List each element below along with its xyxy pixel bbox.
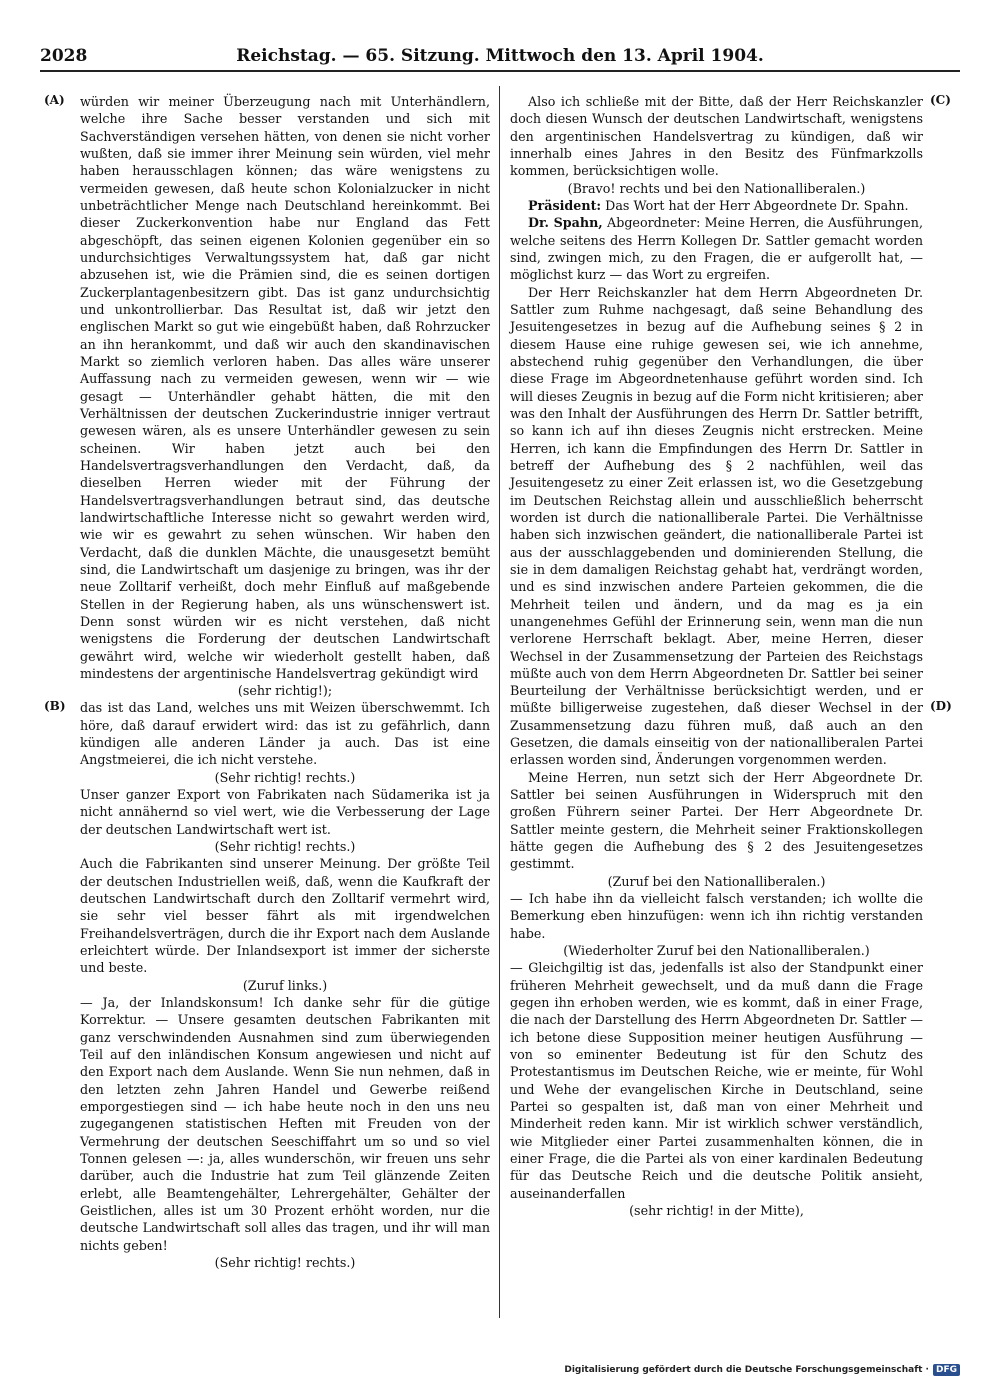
interjection: (Sehr richtig! rechts.) bbox=[214, 839, 356, 855]
paragraph: Unser ganzer Export von Fabrikaten nach Südamerika ist ja nicht annähernd so viel wert, wie die Verbesserung der Lage der deutschen Landwirtschaft wert ist. bbox=[80, 787, 490, 837]
page-number: 2028 bbox=[40, 46, 88, 66]
interjection: (Sehr richtig! rechts.) bbox=[214, 1254, 356, 1270]
paragraph: das ist das Land, welches uns mit Weizen überschwemmt. Ich höre, daß darauf erwidert wird: das ist zu gefährlich, dann kündigen alle anderen Länder ja auch. Das ist eine Angstmeierei, die ich nicht verstehe. bbox=[80, 700, 490, 768]
interjection: (sehr richtig! in der Mitte), bbox=[629, 1203, 804, 1218]
interjection: (sehr richtig!); bbox=[237, 683, 333, 699]
paragraph: — Gleichgiltig ist das, jedenfalls ist also der Standpunkt einer früheren Mehrheit gewechselt, und da muß dann die Frage gegen ihn erhoben werden, wie es kommt, daß in einer Frage, die nach der Darstellung des Herrn Abgeordneten Dr. Sattler — ich betone diese Supposition meiner heutigen Ausführung — von so eminenter Bedeutung ist für den Schutz des Protestantismus im Deutschen Reiche, wie er meinte, für Wohl und Wehe der evangelischen Kirche in Deutschland, seine Partei so gespalten ist, daß man von einer Mehrheit und Minderheit reden kann. Mir ist wirklich schwer verständlich, wie Mitglieder einer Partei zusammenhalten können, die in einer Frage, die die Partei als von einer kardinalen Bedeutung für das Deutsche Reich und die deutsche Politik ansieht, auseinanderfallen bbox=[510, 960, 923, 1201]
page-header bbox=[40, 40, 960, 72]
paragraph: Auch die Fabrikanten sind unserer Meinung. Der größte Teil der deutschen Industriellen weiß, daß, wenn die Kaufkraft der deutschen Landwirtschaft durch den Zolltarif vermehrt wird, sie sehr viel besser fährt als mit irgendwelchen Freihandelsverträgen, durch die ihr Export nach dem Auslande erleichtert würde. Der Inlandsexport ist immer der sicherste und beste. bbox=[80, 856, 490, 976]
statement-text: Das Wort hat der Herr Abgeordnete Dr. Spahn. bbox=[605, 197, 909, 213]
statement-text: Abgeordneter: Meine Herren, die Ausführungen, welche seitens des Herrn Kollegen Dr. Sattler gemacht worden sind, zwingen mich, zu den Fragen, die er aufgerollt hat, — möglichst kurz — das Wort zu ergreifen. bbox=[510, 215, 923, 283]
credit-text: Digitalisierung gefördert durch die Deutsche Forschungsgemeinschaft · bbox=[564, 1365, 929, 1375]
paragraph: — Ich habe ihn da vielleicht falsch verstanden; ich wollte die Bemerkung eben hinzufügen: wenn ich ihn richtig verstanden habe. bbox=[510, 891, 923, 941]
speaker-name: Dr. Spahn, bbox=[528, 215, 603, 231]
speech-opening bbox=[510, 214, 923, 283]
paragraph: — Ja, der Inlandskonsum! Ich danke sehr für die gütige Korrektur. — Unsere gesamten deutschen Fabrikanten mit ganz verschwindenden Ausnahmen sind zum überwiegenden Teil auf den inländischen Konsum angewiesen und nicht auf den Export nach dem Auslande. Wenn Sie nun nehmen, daß in den letzten zehn Jahren Handel und Gewerbe reißend emporgestiegen sind — ich habe heute noch in den uns neu zugegangenen statistischen Heften mit Freuden von der Vermehrung der deutschen Seeschiffahrt um so und so viel Tonnen gelesen —: ja, alles wunderschön, wir freuen uns sehr darüber, auch die Industrie hat zum Teil glänzende Zeiten erlebt, alle Beamtengehälter, Lehrergehälter, Gehälter der Geistlichen, alles ist um 30 Prozent erhöht worden, nur die deutsche Landwirtschaft soll alles das tragen, und ihr will man nichts geben! bbox=[80, 995, 490, 1253]
interjection: (Wiederholter Zuruf bei den Nationalliberalen.) bbox=[563, 943, 870, 959]
interjection: (Zuruf bei den Nationalliberalen.) bbox=[607, 873, 826, 889]
margin-mark-b: (B) bbox=[44, 699, 66, 713]
paragraph: Der Herr Reichskanzler hat dem Herrn Abgeordneten Dr. Sattler zum Ruhme nachgesagt, daß seine Behandlung des Jesuitengesetzes in bezug auf die Aufhebung seines § 2 in diesem Hause eine ruhige gewesen sei, wie ich annehme, abstechend ruhig gegenüber den Verhandlungen, die über diese Frage im Abgeordnetenhause geführt worden sind. Ich will dieses Zeugnis in bezug auf die Form nicht kritisieren; aber was den Inhalt der Ausführungen des Herrn Dr. Sattler betrifft, so kann ich auf ihn dieses Zeugnis nicht erstrecken. Meine Herren, ich kann die Empfindungen des Herrn Dr. Sattler in betreff der Aufhebung des § 2 nachfühlen, weil das Jesuitengesetz zu einer Zeit erlassen ist, wo die Gesetzgebung im Deutschen Reichstag allein und ausschließlich beherrscht worden ist durch die nationalliberale Partei. Die Verhältnisse haben sich inzwischen geändert, die nationalliberale Partei ist aus der ausschlaggebenden und dominierenden Stellung, die sie in dem damaligen Reichstag gehabt hat, verdrängt worden, und es sind inzwischen andere Parteien gekommen, die die Mehrheit teilen und ändern, und da mag es ja ein unangenehmes Gefühl der Erinnerung sein, wenn man die nun verlorene Herrschaft beklagt. Aber, meine Herren, dieser Wechsel in der Zusammensetzung der Parteien des Reichstags müßte auch von dem Herrn Abgeordneten Dr. Sattler bei seiner Beurteilung der Verhältnisse berücksichtigt werden, und er müßte billigerweise zugestehen, daß dieser Wechsel in der Zusammensetzung dazu führen muß, daß auch an den Gesetzen, die damals einseitig von der nationalliberalen Partei erlassen worden sind, Änderungen vorgenommen werden. bbox=[510, 284, 923, 768]
paragraph: würden wir meiner Überzeugung nach mit Unterhändlern, welche ihre Sache besser verstanden und sich mit Sachverständigen versehen hätten, von denen sie nicht vorher wußten, daß sie immer ihrer Meinung sein würden, viel mehr haben herausschlagen können; das wäre wenigstens zu vermeiden gewesen, daß heute schon Kolonialzucker in nicht unbeträchtlicher Menge nach Deutschland hereinkommt. Bei dieser Zuckerkonvention habe nur England das Fett abgeschöpft, das seinen eigenen Kolonien gegenüber ein so undurchsichtiges Verwaltungssystem hat, daß gar nicht abzusehen ist, wie die Prämien sind, die es seinen dortigen Zuckerplantagenbesitzern gibt. Das ist ganz undurchsichtig und unkontrollierbar. Das Resultat ist, daß wir jetzt den englischen Markt so gut wie eingebüßt haben, daß Rohrzucker an ihn herankommt, und daß wir auch den skandinavischen Markt so ziemlich verloren haben. Das alles wäre unserer Auffassung nach zu vermeiden gewesen, wenn wir — wie gesagt — Unterhändler gehabt hätten, die mit den Verhältnissen der deutschen Zuckerindustrie inniger vertraut gewesen wären, als es unsere Unterhändler gewesen zu sein scheinen. Wir haben jetzt auch bei den Handelsvertragsverhandlungen den Verdacht, daß, da dieselben Herren wieder mit der Führung der Handelsvertragsverhandlungen betraut sind, das deutsche landwirtschaftliche Interesse nicht so gewahrt werden wird, wie wir es gewahrt zu sehen wünschen. Wir haben den Verdacht, daß die dunklen Mächte, die unausgesetzt bemüht sind, die Landwirtschaft um dasjenige zu bringen, was ihr der neue Zolltarif verheißt, doch mehr Einfluß auf maßgebende Stellen in der Regierung haben, als uns wünschenswert ist. Denn sonst würden wir es nicht verstehen, daß nicht wenigstens die Forderung der deutschen Landwirtschaft gewährt wird, welche wir wiederholt gestellt haben, daß mindestens der argentinische Handelsvertrag gekündigt wird bbox=[80, 94, 490, 681]
interjection: (Sehr richtig! rechts.) bbox=[214, 769, 356, 785]
paragraph: Meine Herren, nun setzt sich der Herr Abgeordnete Dr. Sattler bei seinen Ausführungen in Widerspruch mit den großen Führern seiner Partei. Der Herr Abgeordnete Dr. Sattler meinte gestern, die Mehrheit seiner Fraktionskollegen hätte gegen die Aufhebung des § 2 des Jesuitengesetzes gestimmt. bbox=[510, 769, 923, 872]
dfg-logo-icon: DFG bbox=[933, 1364, 960, 1376]
left-column bbox=[80, 93, 490, 1271]
margin-mark-d: (D) bbox=[930, 699, 952, 713]
interjection: (Bravo! rechts und bei den Nationalliberalen.) bbox=[567, 180, 866, 196]
paragraph: Also ich schließe mit der Bitte, daß der Herr Reichskanzler doch diesen Wunsch der deutschen Landwirtschaft, wenigstens den argentinischen Handelsvertrag zu kündigen, daß wir innerhalb eines Jahres in den Besitz des Fünfmarkzolls kommen, berücksichtigen wolle. bbox=[510, 94, 923, 179]
speaker-name: Präsident: bbox=[528, 197, 602, 213]
margin-mark-a: (A) bbox=[44, 93, 65, 107]
digitization-credit bbox=[564, 1364, 960, 1376]
interjection: (Zuruf links.) bbox=[242, 977, 328, 993]
running-title: Reichstag. — 65. Sitzung. Mittwoch den 13. April 1904. bbox=[236, 46, 764, 66]
margin-mark-c: (C) bbox=[930, 93, 951, 107]
right-column bbox=[510, 93, 923, 1219]
president-statement bbox=[510, 197, 923, 214]
column-divider bbox=[499, 86, 500, 1318]
